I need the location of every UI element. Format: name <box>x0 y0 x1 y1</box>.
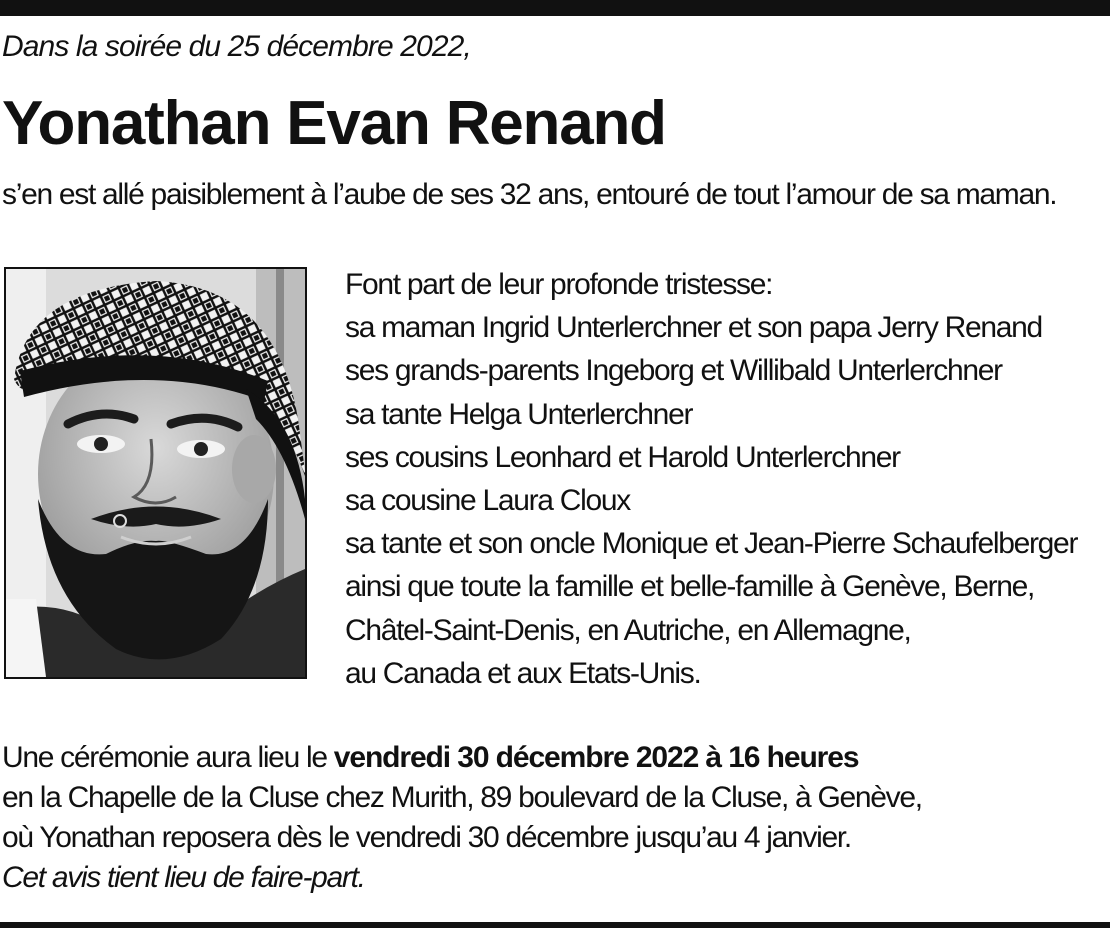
ceremony-location: en la Chapelle de la Cluse chez Murith, 89 boulevard de la Cluse, à Genève, <box>2 781 922 814</box>
closing-note: Cet avis tient lieu de faire-part. <box>2 861 365 894</box>
family-line: au Canada et aux Etats-Unis. <box>345 656 701 690</box>
family-line: sa tante et son oncle Monique et Jean-Pierre Schaufelberger <box>345 527 1078 561</box>
family-line: ainsi que toute la famille et belle-famille à Genève, Berne, <box>345 570 1035 604</box>
top-rule <box>0 0 1110 16</box>
family-line: sa cousine Laura Cloux <box>345 483 630 517</box>
family-line: sa tante Helga Unterlerchner <box>345 397 693 431</box>
family-line: ses cousins Leonhard et Harold Unterlerchner <box>345 440 900 474</box>
notice-subline: s’en est allé paisiblement à l’aube de ses 32 ans, entouré de tout l’amour de sa maman. <box>2 178 1057 211</box>
ceremony-visitation: où Yonathan reposera dès le vendredi 30 décembre jusqu’au 4 janvier. <box>2 821 851 854</box>
ceremony-line-1 <box>2 738 922 778</box>
family-line: sa maman Ingrid Unterlerchner et son papa Jerry Renand <box>345 311 1042 345</box>
ceremony-intro: Une cérémonie aura lieu le <box>2 741 334 774</box>
portrait-photo <box>4 267 307 679</box>
family-line: Châtel-Saint-Denis, en Autriche, en Allemagne, <box>345 613 911 647</box>
family-line: Font part de leur profonde tristesse: <box>345 268 773 301</box>
family-list <box>345 263 1077 695</box>
ceremony-date-time: vendredi 30 décembre 2022 à 16 heures <box>333 741 859 774</box>
notice-intro: Dans la soirée du 25 décembre 2022, <box>2 30 471 63</box>
family-line: ses grands-parents Ingeborg et Willibald Unterlerchner <box>345 354 1002 388</box>
ceremony-details <box>2 738 922 898</box>
deceased-name: Yonathan Evan Renand <box>2 89 666 158</box>
bottom-rule <box>0 922 1110 928</box>
